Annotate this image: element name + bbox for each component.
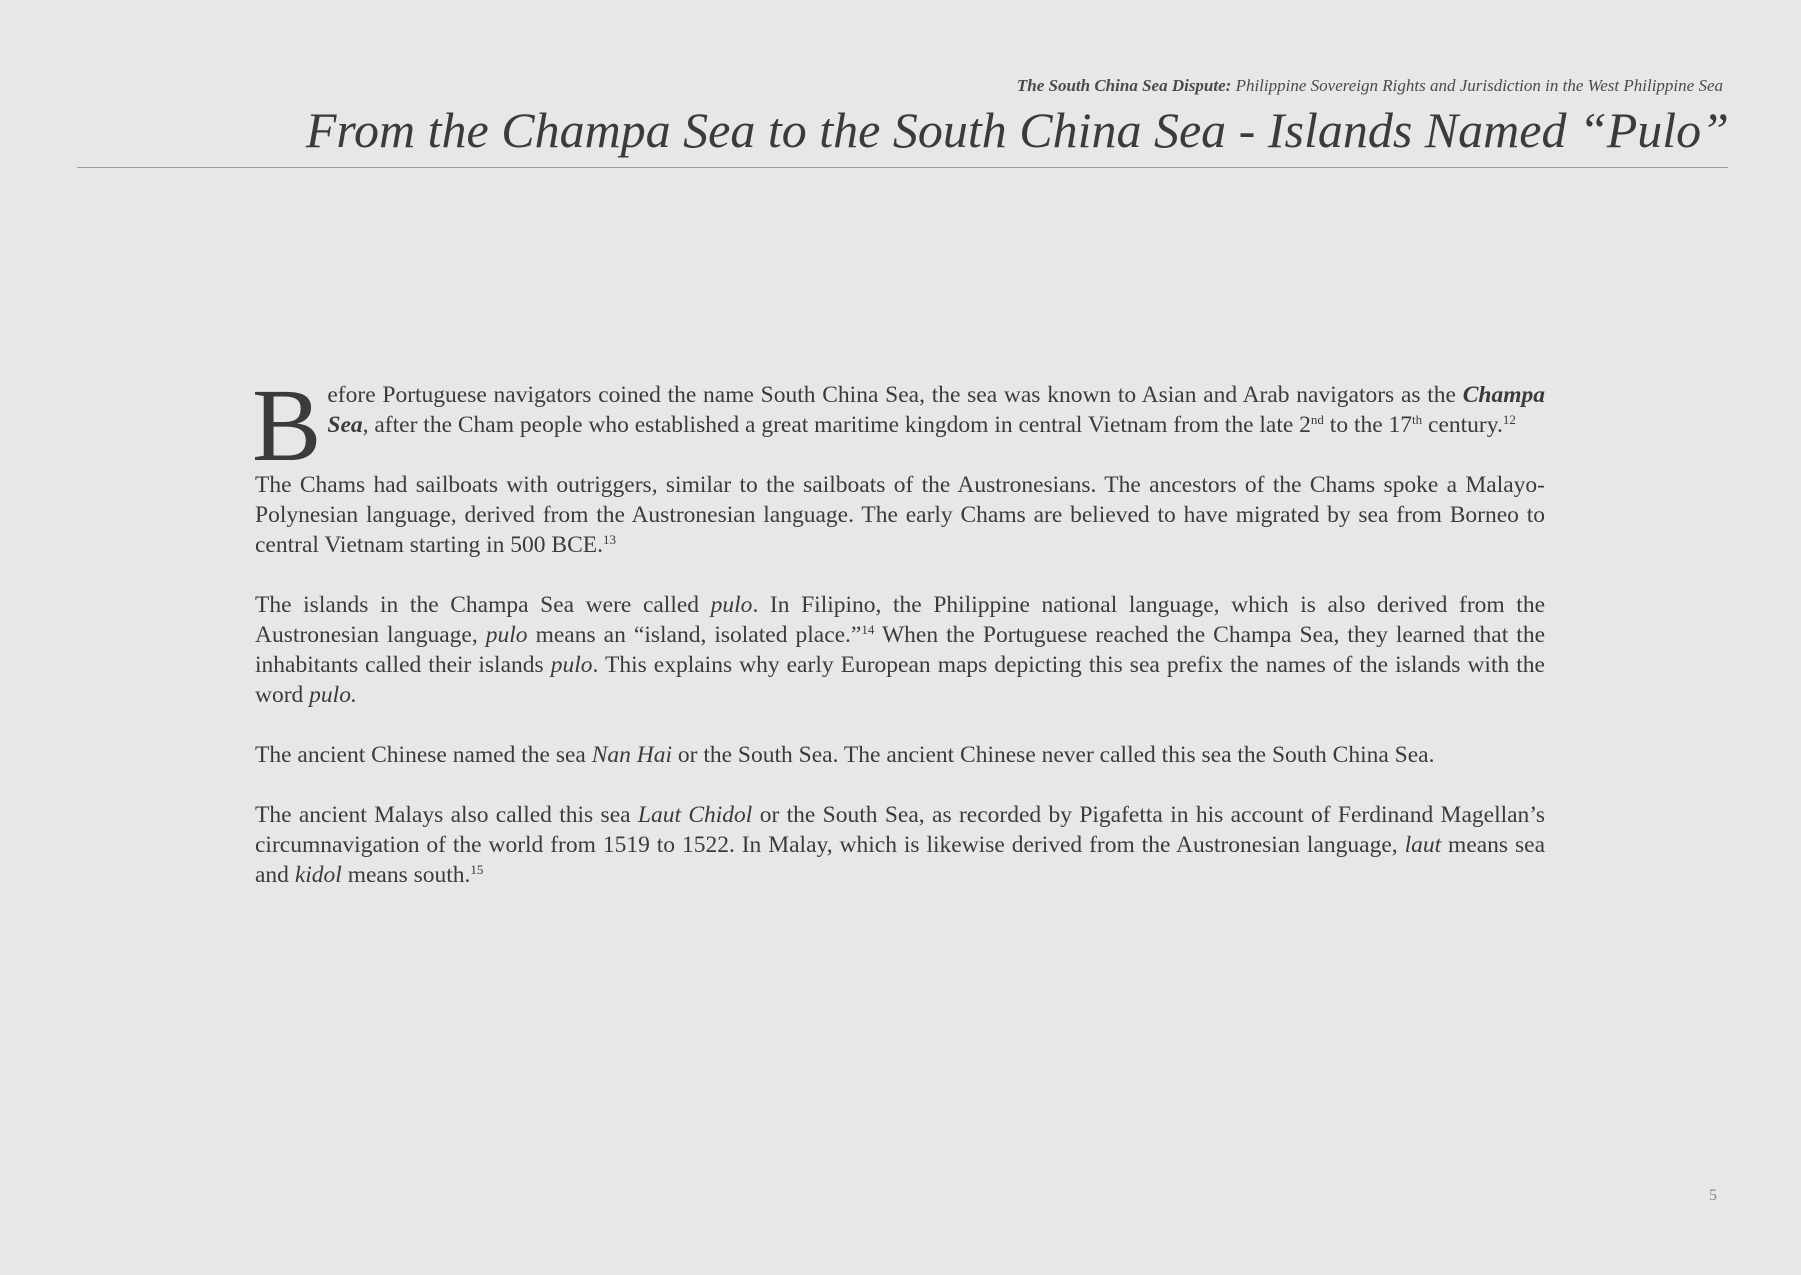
series-subtitle: Philippine Sovereign Rights and Jurisdiction in the West Philippine Sea xyxy=(1231,76,1723,95)
paragraph-chams xyxy=(255,470,1545,560)
text-run: The islands in the Champa Sea were called xyxy=(255,592,711,618)
series-title: The South China Sea Dispute: xyxy=(1016,76,1232,95)
header-divider xyxy=(77,167,1728,168)
ordinal-suffix: nd xyxy=(1310,412,1324,428)
emphasis-term: laut xyxy=(1404,832,1442,858)
emphasis-champa-sea: Champa Sea xyxy=(327,382,1545,438)
text-run: century. xyxy=(1422,412,1503,438)
emphasis-term: kidol xyxy=(294,862,342,888)
page-title: From the Champa Sea to the South China Sea - Islands Named “Pulo” xyxy=(305,102,1729,158)
emphasis-term: Laut Chidol xyxy=(637,802,753,828)
text-run: or the South Sea, as recorded by Pigafetta in his account of Ferdinand Magellan’s circumnavigation of the world from 1519 to 1522. In Malay, which is likewise derived from the Austronesian language, xyxy=(255,802,1545,858)
paragraph-nan-hai xyxy=(255,740,1545,770)
footnote-ref: 12 xyxy=(1502,412,1516,428)
emphasis-term: pulo. xyxy=(309,682,357,708)
emphasis-term: Nan Hai xyxy=(591,742,673,768)
ordinal-suffix: th xyxy=(1412,412,1423,428)
text-run: . In Filipino, the Philippine national language, which is also derived from the Austronesian language, xyxy=(255,592,1545,648)
emphasis-term: pulo xyxy=(550,652,593,678)
page-number: 5 xyxy=(1709,1187,1717,1204)
text-run: means an “island, isolated place.” xyxy=(527,622,862,648)
footnote-ref: 15 xyxy=(470,862,484,878)
text-run: When the Portuguese reached the Champa Sea, they learned that the inhabitants called their islands xyxy=(255,622,1546,678)
text-run: means south. xyxy=(341,862,471,888)
article-body xyxy=(252,368,1546,920)
text-run: to the 17 xyxy=(1323,412,1413,438)
footnote-ref: 14 xyxy=(861,622,875,638)
emphasis-term: pulo xyxy=(485,622,528,648)
footnote-ref: 13 xyxy=(602,532,616,548)
text-run: The ancient Malays also called this sea xyxy=(255,802,638,828)
text-run: efore Portuguese navigators coined the name South China Sea, the sea was known to Asian and Arab navigators as the xyxy=(327,382,1463,408)
text-run: means sea and xyxy=(255,832,1546,888)
paragraph-pulo xyxy=(255,590,1545,710)
emphasis-term: pulo xyxy=(710,592,753,618)
text-run: The Chams had sailboats with outriggers, similar to the sailboats of the Austronesians. The ancestors of the Chams spoke a Malayo-Polynesian language, derived from the Austronesian language. The early Chams are believed to have migrated by sea from Borneo to central Vietnam starting in 500 BCE. xyxy=(255,472,1545,558)
paragraph-laut-chidol xyxy=(255,800,1545,890)
text-run: or the South Sea. The ancient Chinese never called this sea the South China Sea. xyxy=(672,742,1435,768)
text-run: The ancient Chinese named the sea xyxy=(255,742,592,768)
running-header xyxy=(1017,76,1723,96)
text-run: , after the Cham people who established a great maritime kingdom in central Vietnam from the late 2 xyxy=(362,412,1311,438)
text-run: . This explains why early European maps depicting this sea prefix the names of the islands with the word xyxy=(255,652,1545,708)
drop-cap: B xyxy=(252,368,322,483)
paragraph-champa-sea xyxy=(252,368,1545,483)
